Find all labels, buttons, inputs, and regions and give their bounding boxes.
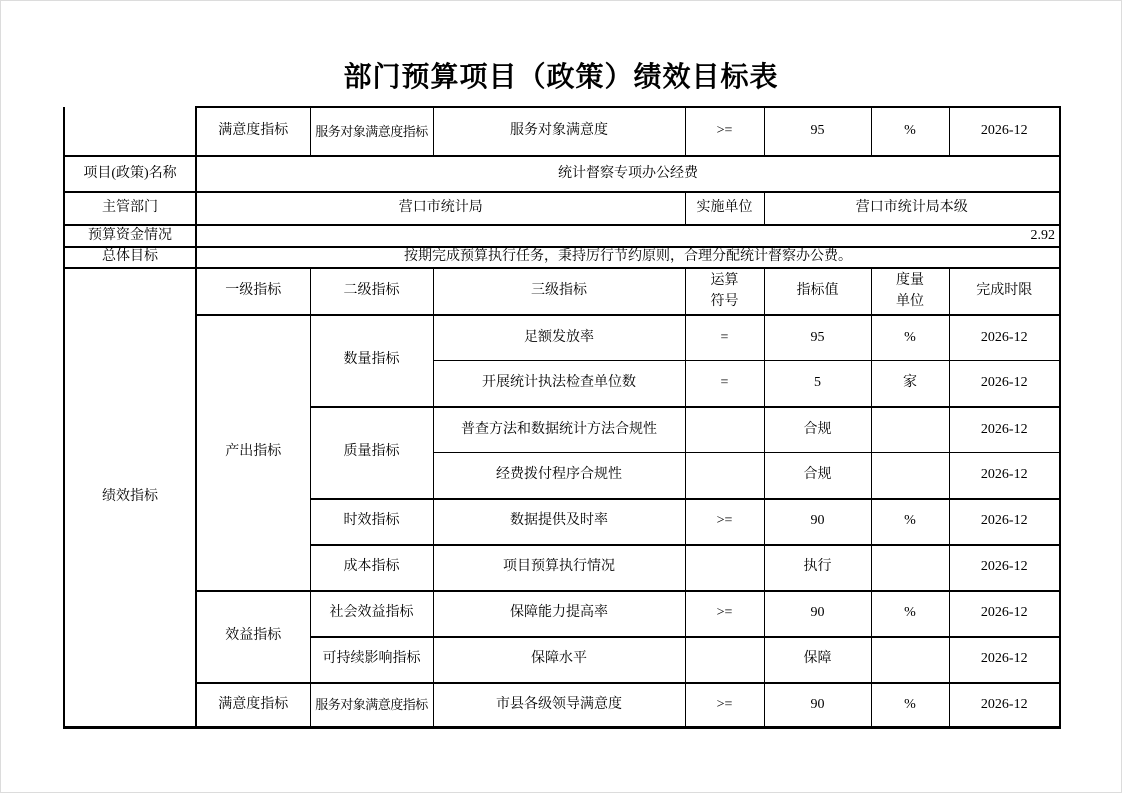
header-level2-cell: 二级指标 (310, 268, 433, 315)
level2-cost-cell: 成本指标 (310, 545, 433, 591)
overall-goal-value-cell: 按期完成预算执行任务，秉持厉行节约原则，合理分配统计督察办公费。 (196, 247, 1060, 268)
operator-cell (685, 545, 764, 591)
header-level3-cell: 三级指标 (433, 268, 685, 315)
unit-cell: % (871, 499, 949, 545)
unit-cell: % (871, 315, 949, 361)
carryover-operator-cell: >= (685, 107, 764, 156)
performance-section-label-cell: 绩效指标 (64, 268, 196, 728)
level2-quality-cell: 质量指标 (310, 407, 433, 499)
budget-funds-value-cell: 2.92 (196, 225, 1060, 247)
budget-funds-label-cell: 预算资金情况 (64, 225, 196, 247)
deadline-cell: 2026-12 (949, 591, 1060, 637)
level3-cell: 数据提供及时率 (433, 499, 685, 545)
level2-quantity-cell: 数量指标 (310, 315, 433, 407)
carryover-empty-cell (64, 107, 196, 156)
carryover-unit-cell: % (871, 107, 949, 156)
level2-service-satisfaction-cell: 服务对象满意度指标 (310, 683, 433, 728)
operator-cell: = (685, 361, 764, 407)
department-row (64, 192, 1060, 225)
unit-cell (871, 453, 949, 499)
level1-benefit-cell: 效益指标 (196, 591, 310, 683)
value-cell: 合规 (764, 407, 871, 453)
value-cell: 5 (764, 361, 871, 407)
deadline-cell: 2026-12 (949, 499, 1060, 545)
operator-cell: = (685, 315, 764, 361)
budget-performance-table (63, 106, 1061, 729)
carryover-level3-cell: 服务对象满意度 (433, 107, 685, 156)
level3-cell: 开展统计执法检查单位数 (433, 361, 685, 407)
indicator-row (64, 591, 1060, 637)
indicator-header-row (64, 268, 1060, 315)
deadline-cell: 2026-12 (949, 683, 1060, 728)
header-unit-cell: 度量单位 (871, 268, 949, 315)
level3-cell: 普查方法和数据统计方法合规性 (433, 407, 685, 453)
indicator-row (64, 315, 1060, 361)
value-cell: 95 (764, 315, 871, 361)
level3-cell: 市县各级领导满意度 (433, 683, 685, 728)
implementing-unit-label-cell: 实施单位 (685, 192, 764, 225)
header-value-cell: 指标值 (764, 268, 871, 315)
operator-cell (685, 637, 764, 683)
level1-satisfaction-cell: 满意度指标 (196, 683, 310, 728)
operator-cell (685, 453, 764, 499)
project-name-value-cell: 统计督察专项办公经费 (196, 156, 1060, 192)
unit-cell: 家 (871, 361, 949, 407)
overall-goal-row (64, 247, 1060, 268)
value-cell: 90 (764, 683, 871, 728)
level2-social-benefit-cell: 社会效益指标 (310, 591, 433, 637)
level3-cell: 保障水平 (433, 637, 685, 683)
unit-cell: % (871, 683, 949, 728)
budget-funds-row (64, 225, 1060, 247)
unit-cell (871, 545, 949, 591)
header-deadline-cell: 完成时限 (949, 268, 1060, 315)
header-level1-cell: 一级指标 (196, 268, 310, 315)
operator-cell: >= (685, 591, 764, 637)
carryover-deadline-cell: 2026-12 (949, 107, 1060, 156)
unit-cell (871, 407, 949, 453)
project-name-label-cell: 项目(政策)名称 (64, 156, 196, 192)
level2-timeliness-cell: 时效指标 (310, 499, 433, 545)
carryover-level1-cell: 满意度指标 (196, 107, 310, 156)
level1-output-cell: 产出指标 (196, 315, 310, 591)
deadline-cell: 2026-12 (949, 315, 1060, 361)
department-label-cell: 主管部门 (64, 192, 196, 225)
level3-cell: 足额发放率 (433, 315, 685, 361)
project-name-row (64, 156, 1060, 192)
deadline-cell: 2026-12 (949, 453, 1060, 499)
level3-cell: 经费拨付程序合规性 (433, 453, 685, 499)
deadline-cell: 2026-12 (949, 407, 1060, 453)
value-cell: 90 (764, 591, 871, 637)
carryover-value-cell: 95 (764, 107, 871, 156)
header-operator-cell: 运算符号 (685, 268, 764, 315)
department-value-cell: 营口市统计局 (196, 192, 685, 225)
implementing-unit-value-cell: 营口市统计局本级 (764, 192, 1060, 225)
unit-cell (871, 637, 949, 683)
level3-cell: 项目预算执行情况 (433, 545, 685, 591)
deadline-cell: 2026-12 (949, 545, 1060, 591)
carryover-row (64, 107, 1060, 156)
operator-cell: >= (685, 499, 764, 545)
level2-sustainability-cell: 可持续影响指标 (310, 637, 433, 683)
level3-cell: 保障能力提高率 (433, 591, 685, 637)
deadline-cell: 2026-12 (949, 637, 1060, 683)
value-cell: 保障 (764, 637, 871, 683)
value-cell: 合规 (764, 453, 871, 499)
carryover-level2-cell: 服务对象满意度指标 (310, 107, 433, 156)
operator-cell: >= (685, 683, 764, 728)
deadline-cell: 2026-12 (949, 361, 1060, 407)
page-title: 部门预算项目（政策）绩效目标表 (343, 62, 779, 93)
overall-goal-label-cell: 总体目标 (64, 247, 196, 268)
value-cell: 90 (764, 499, 871, 545)
operator-cell (685, 407, 764, 453)
indicator-row (64, 683, 1060, 728)
value-cell: 执行 (764, 545, 871, 591)
unit-cell: % (871, 591, 949, 637)
